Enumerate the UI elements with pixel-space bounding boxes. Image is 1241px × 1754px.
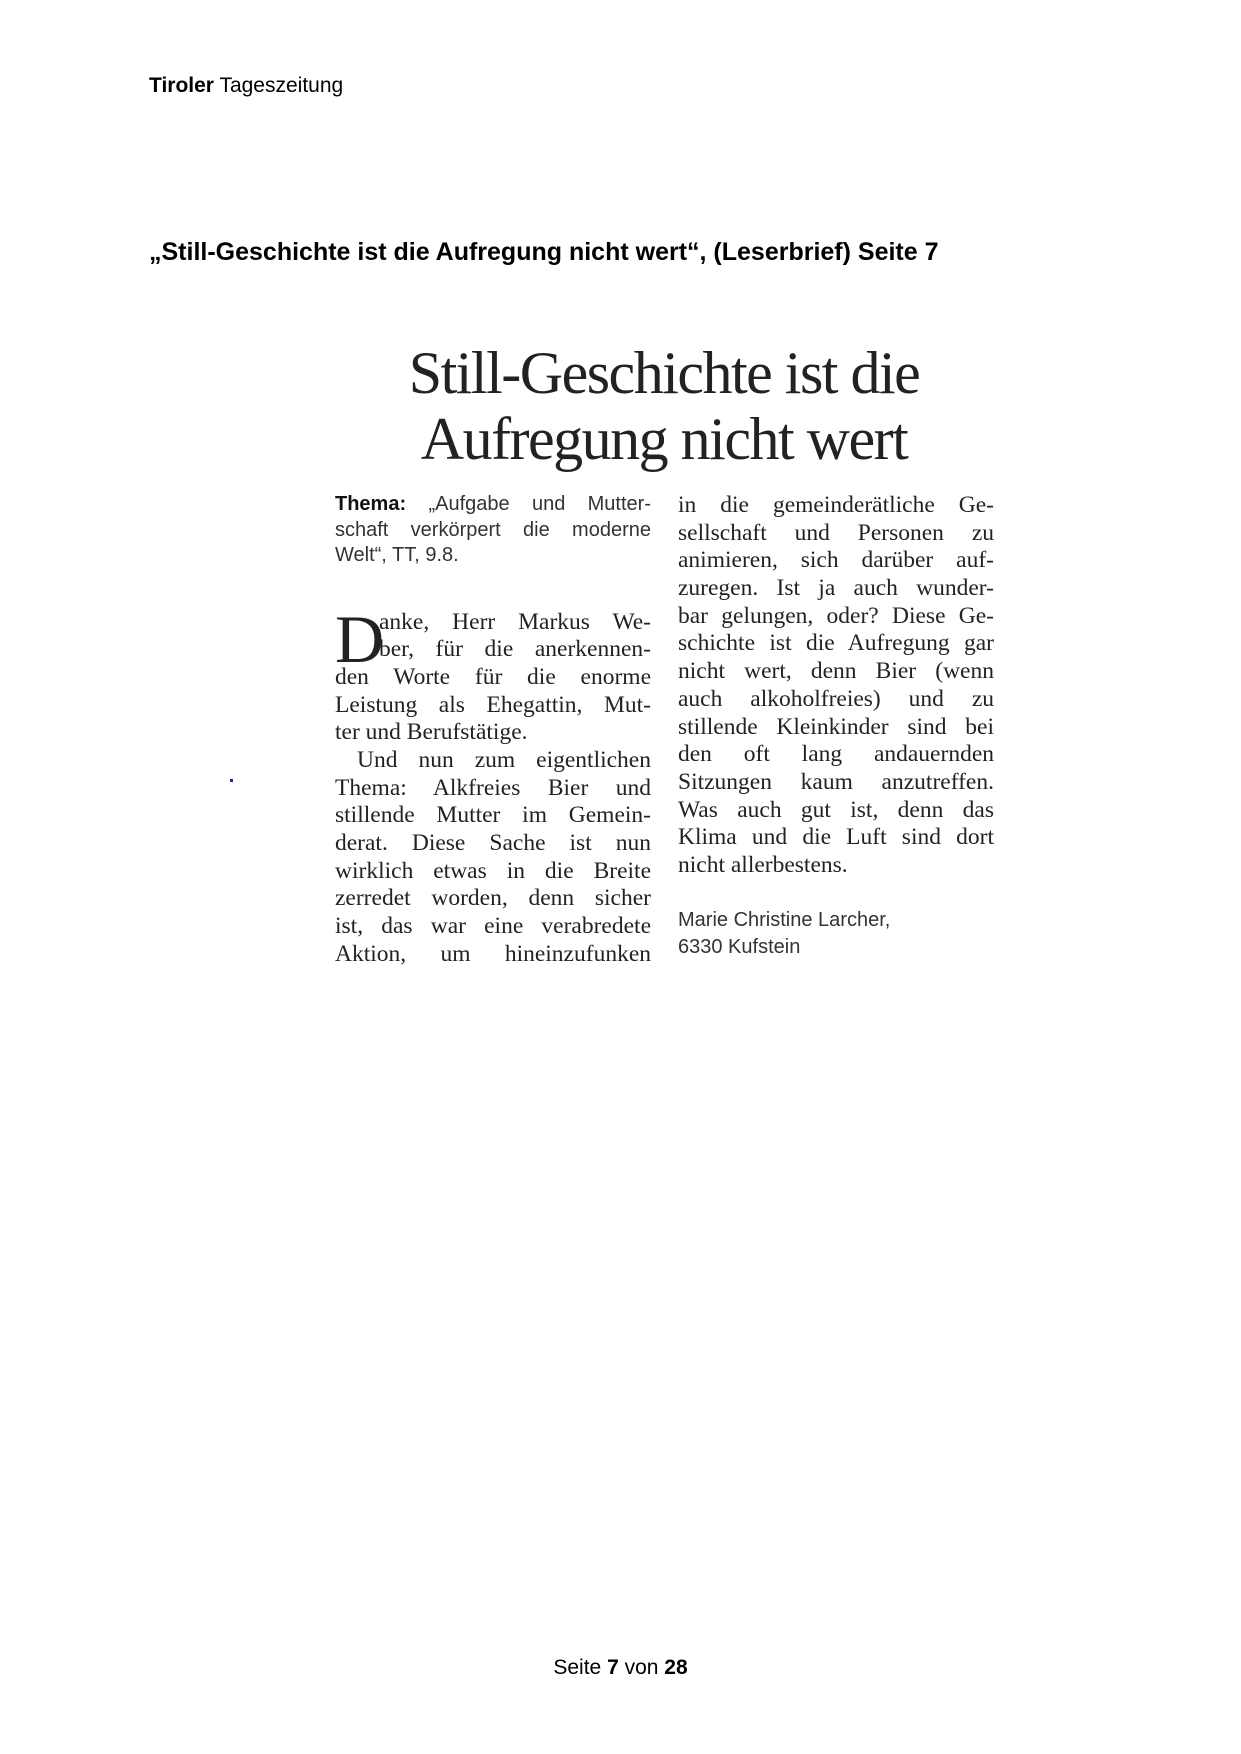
thema-line: Welt“, TT, 9.8. bbox=[335, 544, 459, 566]
text-line: den Worte für die enorme bbox=[335, 663, 651, 690]
brand-rest: Tageszeitung bbox=[219, 74, 344, 97]
text-line: bar gelungen, oder? Diese Ge- bbox=[678, 602, 994, 629]
text-line: Thema: Alkfreies Bier und bbox=[335, 774, 651, 801]
text-line: derat. Diese Sache ist nun bbox=[335, 830, 651, 856]
footer-prefix: Seite bbox=[553, 1656, 602, 1679]
thema-line: schaft verkörpert die moderne bbox=[335, 518, 651, 541]
text-line: Was auch gut ist, denn das bbox=[678, 796, 994, 823]
brand-bold: Tiroler bbox=[149, 74, 214, 97]
article-column-left bbox=[335, 492, 651, 968]
text-line: auch alkoholfreies) und zu bbox=[678, 685, 994, 712]
text-line: Und nun zum eigentlichen bbox=[357, 746, 651, 773]
stray-mark bbox=[230, 779, 233, 782]
text-line: den oft lang andauernden bbox=[678, 741, 994, 768]
text-line: anke, Herr Markus We- bbox=[379, 608, 651, 635]
text-line: Klima und die Luft sind dort bbox=[678, 824, 994, 851]
article-column-right bbox=[678, 492, 994, 962]
thema-line bbox=[335, 492, 651, 518]
text-line: zerredet worden, denn sicher bbox=[335, 885, 651, 912]
text-line: stillende Mutter im Gemein- bbox=[335, 802, 651, 829]
text-line: zuregen. Ist ja auch wunder- bbox=[678, 575, 994, 602]
headline-line: Aufregung nicht wert bbox=[420, 406, 908, 472]
text-line: ter und Berufstätige. bbox=[335, 719, 528, 746]
thema-label: Thema: bbox=[335, 493, 407, 515]
text-line: in die gemeinderätliche Ge- bbox=[678, 492, 994, 518]
text-line: ist, das war eine verabredete bbox=[335, 913, 651, 940]
article-headline bbox=[335, 340, 993, 472]
text-line: stillende Kleinkinder sind bei bbox=[678, 713, 994, 740]
text-line: Aktion, um hineinzufunken bbox=[335, 940, 651, 967]
publication-header bbox=[149, 74, 343, 98]
text-line: animieren, sich darüber auf- bbox=[678, 547, 994, 574]
document-title: „Still-Geschichte ist die Aufregung nicht wert“, (Leserbrief) Seite 7 bbox=[149, 238, 939, 266]
footer-mid: von bbox=[624, 1656, 659, 1679]
paragraph-1 bbox=[335, 600, 651, 747]
author-location: 6330 Kufstein bbox=[678, 936, 801, 959]
page-footer bbox=[0, 1656, 1241, 1680]
text-line: sellschaft und Personen zu bbox=[678, 519, 994, 546]
text-line: Sitzungen kaum anzutreffen. bbox=[678, 768, 994, 795]
text-line: ber, für die anerkennen- bbox=[379, 636, 651, 663]
headline-line: Still-Geschichte ist die bbox=[408, 340, 920, 406]
current-page: 7 bbox=[607, 1656, 619, 1679]
text-line: wirklich etwas in die Breite bbox=[335, 857, 651, 884]
paragraph-2 bbox=[335, 747, 651, 969]
drop-cap: D bbox=[335, 600, 385, 677]
text-line: nicht wert, denn Bier (wenn bbox=[678, 658, 994, 685]
text-line: schichte ist die Aufregung gar bbox=[678, 630, 994, 657]
total-pages: 28 bbox=[664, 1656, 688, 1679]
thema-text: „Aufgabe und Mutter- bbox=[428, 493, 651, 515]
text-line: nicht allerbestens. bbox=[678, 851, 848, 878]
text-line: Leistung als Ehegattin, Mut- bbox=[335, 691, 651, 718]
author-name: Marie Christine Larcher, bbox=[678, 908, 891, 931]
